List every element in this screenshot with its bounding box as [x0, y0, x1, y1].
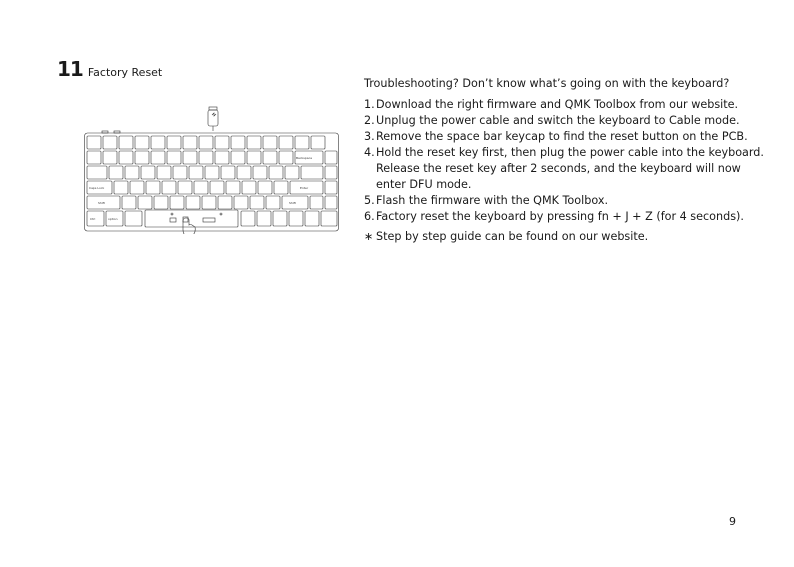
step-item — [364, 97, 764, 113]
keycap — [173, 166, 187, 179]
keycap — [325, 196, 337, 209]
keycap — [250, 196, 264, 209]
keyboard-row-function — [87, 136, 325, 149]
keycap — [263, 136, 277, 149]
keycap — [253, 166, 267, 179]
keycap — [258, 181, 272, 194]
keycap — [215, 151, 229, 164]
step-number: 2. — [364, 114, 375, 127]
steps-list — [364, 97, 764, 225]
finger-press-icon — [183, 218, 195, 234]
keycap — [279, 151, 293, 164]
keycap — [119, 151, 133, 164]
section-title: Factory Reset — [87, 66, 163, 79]
keycap — [178, 181, 192, 194]
keycap — [231, 151, 245, 164]
keycap — [273, 211, 287, 226]
keycap — [310, 196, 323, 209]
keycap — [109, 166, 123, 179]
keyboard-part — [171, 213, 173, 215]
stabilizer-right — [203, 218, 215, 222]
step-text: Remove the space bar keycap to find the reset button on the PCB. — [376, 130, 748, 143]
keycap — [151, 136, 165, 149]
keyboard-row-bottom-alpha — [87, 196, 337, 209]
space-bar-slot — [145, 210, 238, 227]
keycap — [141, 166, 155, 179]
keycap — [199, 136, 213, 149]
keycap — [87, 166, 107, 179]
asterisk-icon: ∗ — [364, 230, 374, 243]
keycap — [279, 136, 293, 149]
keycap — [135, 136, 149, 149]
step-text: Factory reset the keyboard by pressing fn + J + Z (for 4 seconds). — [376, 210, 744, 223]
step-item — [364, 145, 764, 193]
step-item — [364, 129, 764, 145]
step-text: Unplug the power cable and switch the keyboard to Cable mode. — [376, 114, 740, 127]
keycap — [234, 196, 248, 209]
keycap — [269, 166, 283, 179]
keycap — [122, 196, 136, 209]
keyboard-part — [220, 213, 222, 215]
keycap — [130, 181, 144, 194]
keycap — [157, 166, 171, 179]
keycap — [274, 181, 288, 194]
instructions — [364, 76, 764, 245]
keycap — [183, 136, 197, 149]
keycap — [151, 151, 165, 164]
key-caps-label: Caps Lock — [89, 186, 105, 190]
keyboard-part — [85, 107, 339, 234]
keycap — [199, 151, 213, 164]
step-number: 5. — [364, 194, 375, 207]
keycap — [162, 181, 176, 194]
keycap — [305, 211, 319, 226]
keycap — [125, 211, 142, 226]
keycap — [186, 196, 200, 209]
keycap — [321, 211, 337, 226]
keycap — [167, 136, 181, 149]
keyboard-illustration — [84, 104, 340, 234]
keycap — [194, 181, 208, 194]
keycap — [215, 136, 229, 149]
key-shift-label: Shift — [98, 201, 105, 205]
step-item — [364, 193, 764, 209]
keyboard-row-modifiers — [87, 210, 337, 227]
step-number: 4. — [364, 146, 375, 159]
keycap — [218, 196, 232, 209]
keycap — [237, 166, 251, 179]
lightning-icon — [212, 113, 216, 116]
keycap — [301, 166, 323, 179]
keycap — [146, 181, 160, 194]
keycap — [325, 166, 337, 179]
key-shift-right-label: Shift — [289, 201, 296, 205]
keycap — [231, 136, 245, 149]
keyboard-row-top-alpha — [87, 166, 337, 179]
section-number: 11 — [57, 57, 83, 81]
page-number: 9 — [729, 515, 736, 528]
keycap — [241, 211, 255, 226]
keycap — [289, 211, 303, 226]
note-text: Step by step guide can be found on our website. — [376, 230, 649, 243]
keycap — [167, 151, 181, 164]
cable-plug — [208, 110, 218, 126]
stabilizer-left — [170, 218, 176, 222]
keycap — [125, 166, 139, 179]
keycap — [103, 151, 117, 164]
key-option-label: option — [108, 217, 118, 221]
intro-text: Troubleshooting? Don’t know what’s going on with the keyboard? — [364, 77, 730, 90]
keycap — [285, 166, 299, 179]
step-number: 3. — [364, 130, 375, 143]
step-text: Hold the reset key first, then plug the power cable into the keyboard. Release the reset key after 2 seconds, and the keyboard will now enter DFU mode. — [376, 146, 764, 191]
keycap — [266, 196, 280, 209]
keycap — [247, 151, 261, 164]
keycap — [202, 196, 216, 209]
step-number: 6. — [364, 210, 375, 223]
step-item — [364, 209, 764, 225]
note — [364, 229, 764, 245]
keycap — [221, 166, 235, 179]
keycap — [119, 136, 133, 149]
keycap — [226, 181, 240, 194]
keycap — [154, 196, 168, 209]
keycap — [210, 181, 224, 194]
keyboard-body — [85, 133, 339, 231]
keycap — [114, 181, 128, 194]
switch-left — [102, 131, 108, 133]
step-number: 1. — [364, 98, 375, 111]
keycap — [325, 181, 337, 194]
key-ctrl-label: Ctrl — [90, 217, 96, 221]
step-text: Download the right firmware and QMK Toolbox from our website. — [376, 98, 739, 111]
keycap — [103, 136, 117, 149]
keycap — [263, 151, 277, 164]
keycap — [87, 151, 101, 164]
keycap — [257, 211, 271, 226]
keycap — [247, 136, 261, 149]
step-text: Flash the firmware with the QMK Toolbox. — [376, 194, 609, 207]
keycap — [311, 136, 325, 149]
keycap — [183, 151, 197, 164]
section-heading — [57, 57, 162, 81]
keycap — [170, 196, 184, 209]
key-backspace-label: Backspace — [296, 156, 313, 160]
keycap — [295, 136, 309, 149]
keycap — [138, 196, 152, 209]
cable-plug-cap — [209, 107, 217, 110]
keycap — [189, 166, 203, 179]
keycap — [205, 166, 219, 179]
switch-right — [114, 131, 120, 133]
keycap — [87, 136, 101, 149]
step-item — [364, 113, 764, 129]
keycap — [242, 181, 256, 194]
keycap — [135, 151, 149, 164]
keycap — [325, 151, 337, 164]
key-enter-label: Enter — [300, 186, 309, 190]
